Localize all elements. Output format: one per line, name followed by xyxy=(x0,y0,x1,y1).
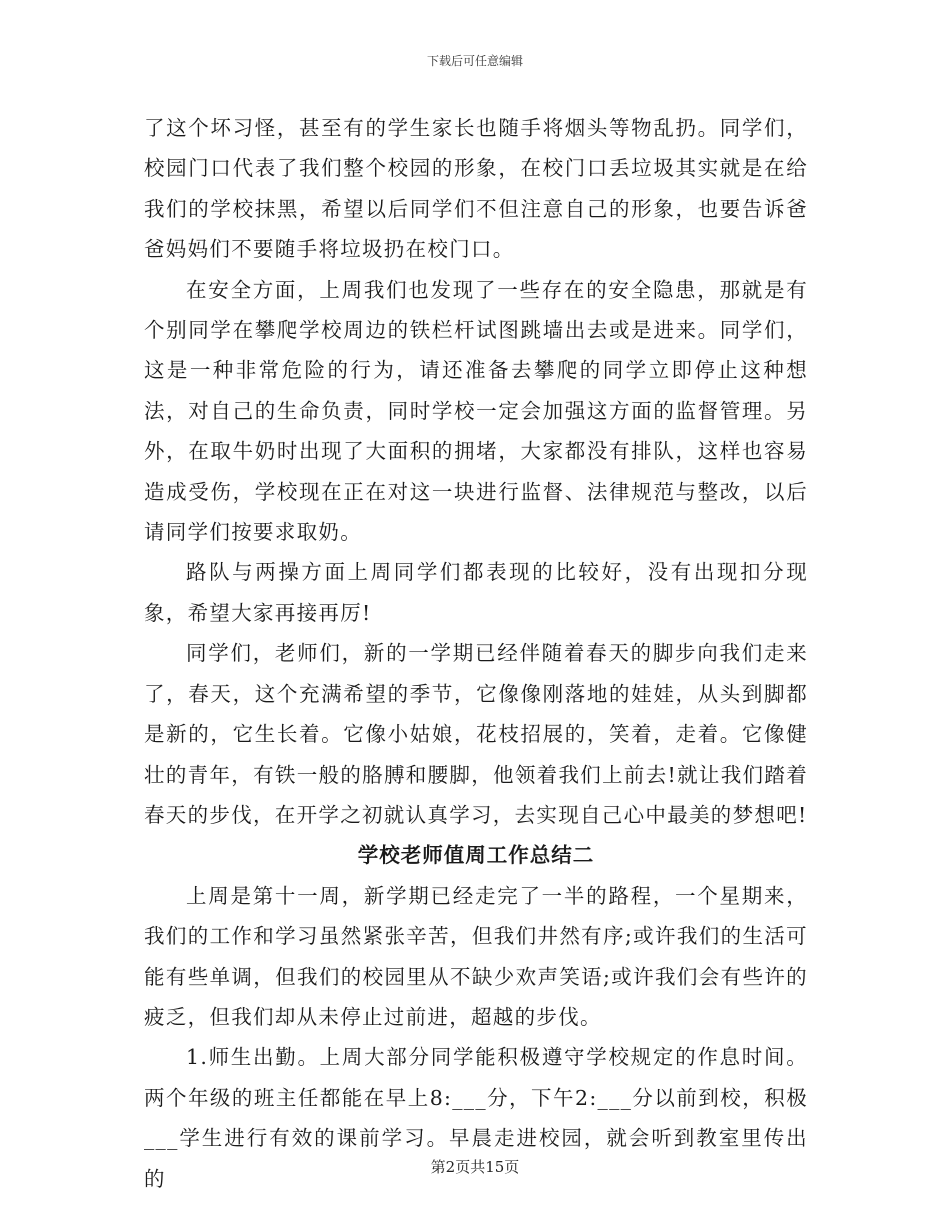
page-header: 下载后可任意编辑 xyxy=(426,54,523,68)
page-number: 第2页共15页 xyxy=(430,1158,520,1176)
paragraph-continuation: 了这个坏习怪，甚至有的学生家长也随手将烟头等物乱扔。同学们，校园门口代表了我们整个校园的形象，在校门口丢垃圾其实就是在给我们的学校抹黑，希望以后同学们不但注意自己的形象，也要告诉爸爸妈妈们不要随手将垃圾扔在校门口。 xyxy=(144,116,808,262)
paragraph-week-summary: 上周是第十一周，新学期已经走完了一半的路程，一个星期来，我们的工作和学习虽然紧张辛苦，但我们井然有序;或许我们的生活可能有些单调，但我们的校园里从不缺少欢声笑语;或许我们会有些许的疲乏，但我们却从未停止过前进，超越的步伐。 xyxy=(144,883,808,1029)
paragraph-safety: 在安全方面，上周我们也发现了一些存在的安全隐患，那就是有个别同学在攀爬学校周边的铁栏杆试图跳墙出去或是进来。同学们，这是一种非常危险的行为，请还准备去攀爬的同学立即停止这种想法，对自己的生命负责，同时学校一定会加强这方面的监督管理。另外，在取牛奶时出现了大面积的拥堵，大家都没有排队，这样也容易造成受伤，学校现在正在对这一块进行监督、法律规范与整改，以后请同学们按要求取奶。 xyxy=(144,277,808,545)
paragraph-lines-exercises: 路队与两操方面上周同学们都表现的比较好，没有出现扣分现象，希望大家再接再厉! xyxy=(144,560,808,625)
document-body xyxy=(144,108,808,1199)
paragraph-spring: 同学们，老师们，新的一学期已经伴随着春天的脚步向我们走来了，春天，这个充满希望的季节，它像像刚落地的娃娃，从头到脚都是新的，它生长着。它像小姑娘，花枝招展的，笑着，走着。它像健壮的青年，有铁一般的胳膊和腰脚，他领着我们上前去!就让我们踏着春天的步伐，在开学之初就认真学习，去实现自己心中最美的梦想吧! xyxy=(144,641,808,827)
section-title: 学校老师值周工作总结二 xyxy=(357,843,595,868)
paragraph-attendance: 1.师生出勤。上周大部分同学能积极遵守学校规定的作息时间。两个年级的班主任都能在早上8:___分，下午2:___分以前到校，积极___学生进行有效的课前学习。早晨走进校园，就会听到教室里传出的 xyxy=(144,1045,808,1191)
